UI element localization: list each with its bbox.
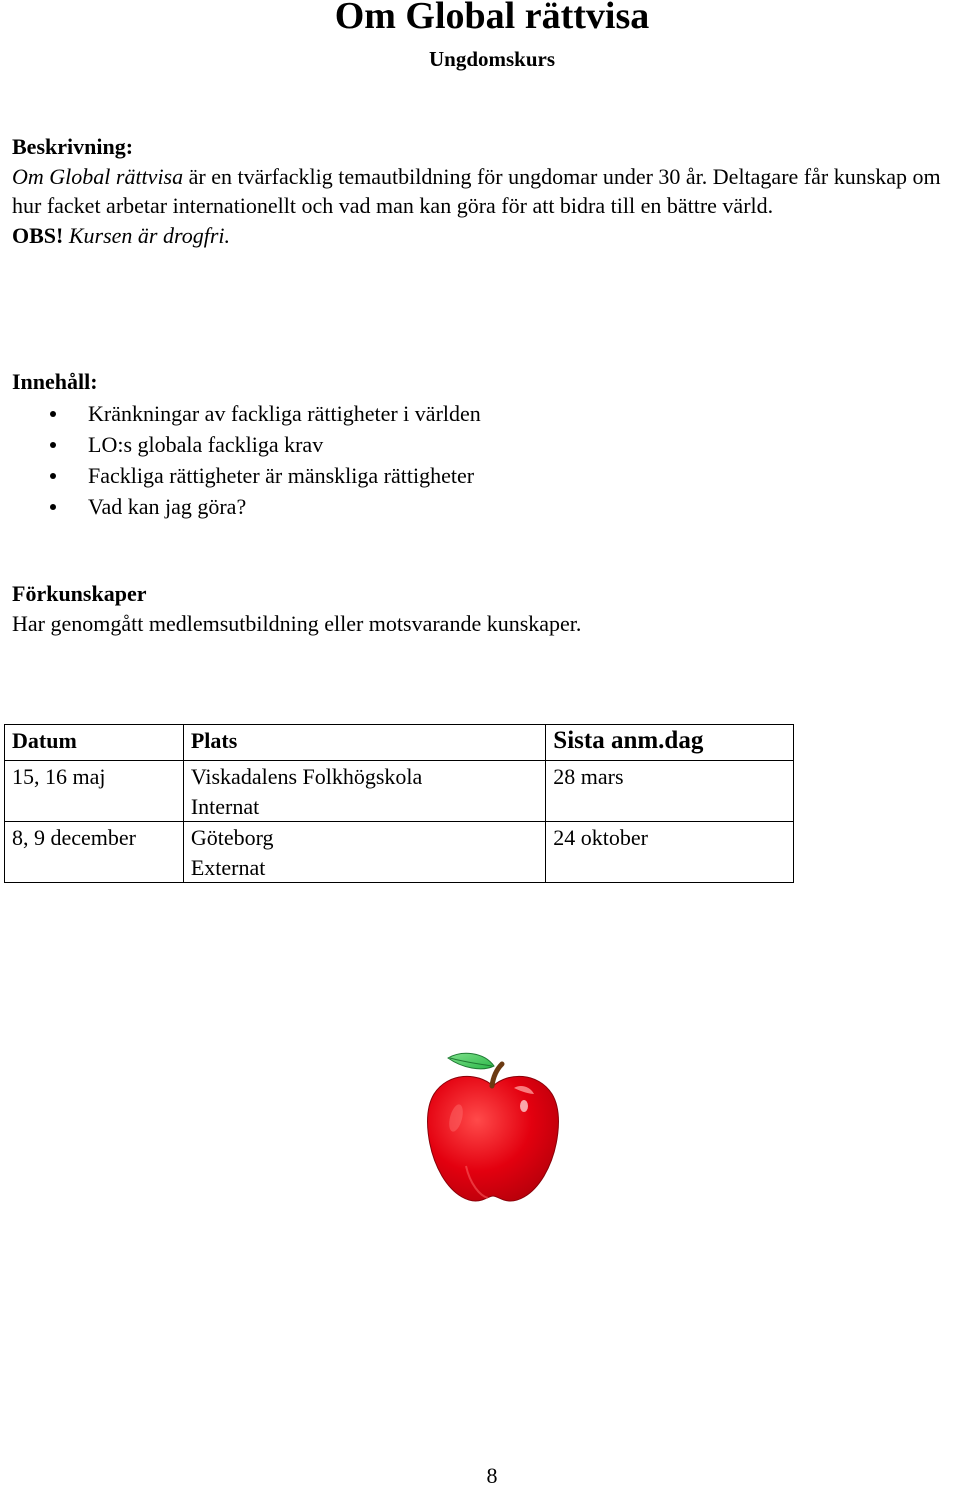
- list-item-text: LO:s globala fackliga krav: [88, 431, 324, 457]
- bullet-icon: [50, 473, 56, 479]
- list-item: [12, 460, 960, 491]
- prerequisites-text: Har genomgått medlemsutbildning eller motsvarande kunskaper.: [12, 610, 582, 636]
- bullet-icon: [50, 411, 56, 417]
- bullet-icon: [50, 442, 56, 448]
- description-body: är en tvärfacklig temautbildning för ungdomar under 30 år. Deltagare får kunskap om hur facket arbetar internationellt och vad man kan göra för att bidra till en bättre värld.: [12, 163, 941, 218]
- cell-deadline: 24 oktober: [546, 822, 794, 883]
- description-section: [12, 132, 960, 250]
- description-text: [12, 162, 960, 221]
- course-name: Om Global rättvisa: [12, 163, 184, 189]
- header-date: Datum: [5, 725, 184, 761]
- list-item-text: Vad kan jag göra?: [88, 494, 247, 520]
- cell-date: 8, 9 december: [5, 822, 184, 883]
- bullet-icon: [50, 504, 56, 510]
- cell-deadline: 28 mars: [546, 761, 794, 822]
- list-item: [12, 398, 960, 429]
- list-item-text: Kränkningar av fackliga rättigheter i världen: [88, 400, 481, 426]
- page-subtitle: Ungdomskurs: [428, 47, 556, 71]
- cell-place: [183, 822, 545, 883]
- schedule-table: [4, 724, 794, 883]
- table-header-row: [5, 725, 794, 761]
- obs-notice: [12, 221, 960, 251]
- obs-text: Kursen är drogfri.: [63, 222, 231, 248]
- header-deadline: Sista anm.dag: [546, 725, 794, 761]
- place-name: Viskadalens Folkhögskola: [190, 764, 423, 789]
- list-item: [12, 491, 960, 522]
- list-item: [12, 429, 960, 460]
- contents-section: [12, 367, 960, 522]
- contents-list: [12, 398, 960, 523]
- header-place: Plats: [183, 725, 545, 761]
- obs-label: OBS!: [12, 222, 64, 248]
- prerequisites-label: Förkunskaper: [12, 581, 147, 606]
- prerequisites-section: [12, 579, 960, 638]
- place-note: Internat: [190, 793, 260, 819]
- apple-icon: [426, 1048, 560, 1206]
- table-row: [5, 761, 794, 822]
- list-item-text: Fackliga rättigheter är mänskliga rättigheter: [88, 462, 475, 488]
- contents-label: Innehåll:: [12, 369, 98, 394]
- description-label: Beskrivning:: [12, 134, 134, 159]
- cell-place: [183, 761, 545, 822]
- place-note: Externat: [190, 854, 266, 880]
- place-name: Göteborg: [190, 825, 274, 850]
- page-number: 8: [486, 1463, 498, 1488]
- table-row: [5, 822, 794, 883]
- cell-date: 15, 16 maj: [5, 761, 184, 822]
- page-title: Om Global rättvisa: [334, 0, 650, 37]
